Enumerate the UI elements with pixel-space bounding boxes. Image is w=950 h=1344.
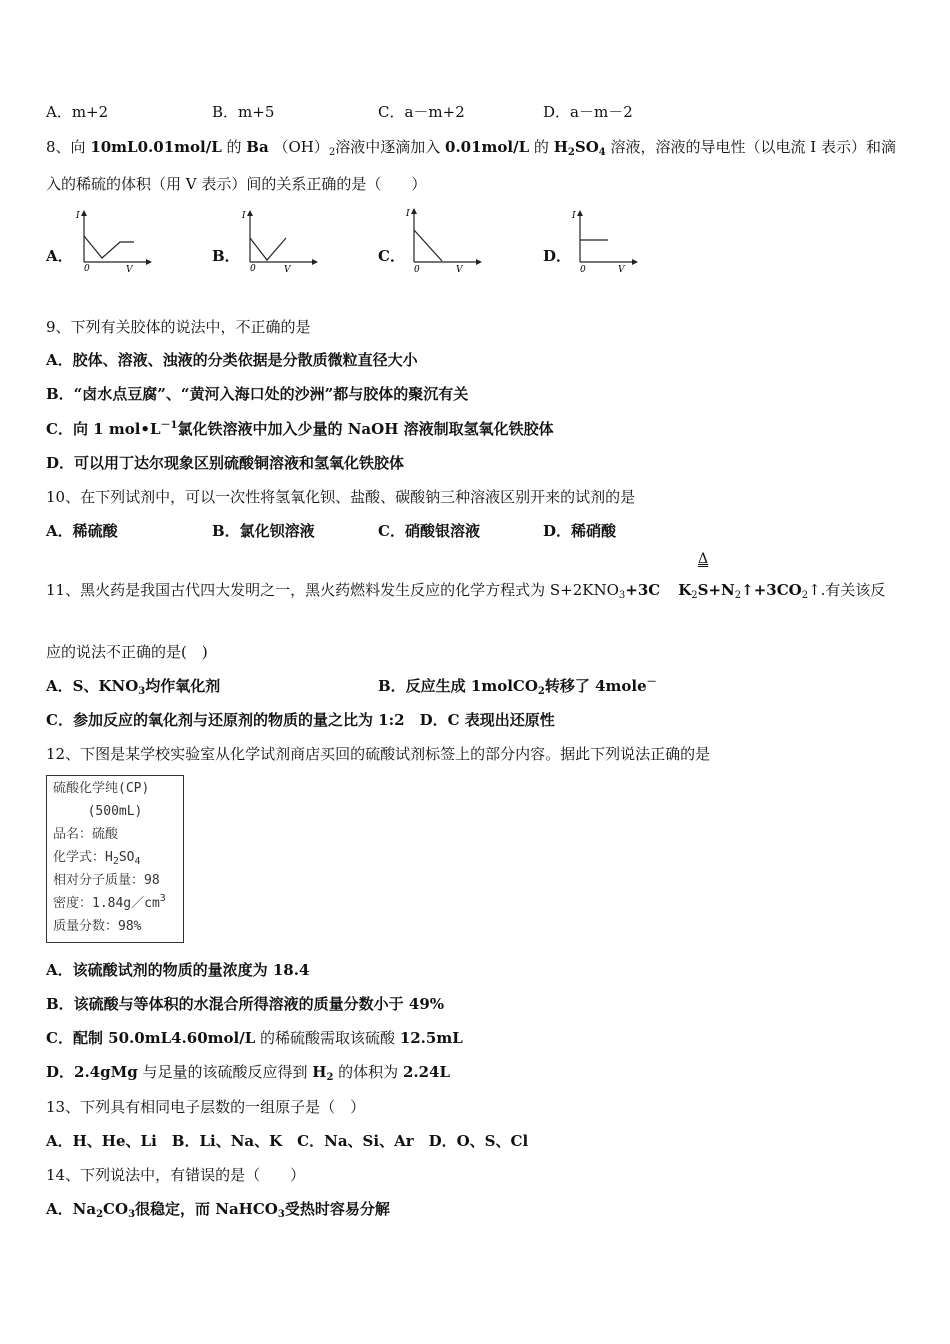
reagent-label	[46, 775, 184, 943]
q12-option-c: C．配制 50.0mL4.60mol/L 的稀硫酸需取该硫酸 12.5mL	[46, 1029, 463, 1047]
label-volume: (500mL)	[87, 804, 143, 819]
q12-stem: 12、下图是某学校实验室从化学试剂商店买回的硫酸试剂标签上的部分内容。据此下列说法正确的是	[46, 745, 711, 763]
q8-option-d: D．	[543, 247, 572, 265]
heating-delta-sign: Δ	[698, 551, 709, 567]
q12-option-a: A．该硫酸试剂的物质的量浓度为 18.4	[46, 961, 310, 979]
axis-origin-label: 0	[580, 265, 586, 274]
axis-origin-label: 0	[250, 264, 256, 274]
graph-a	[74, 208, 152, 278]
axis-v-label: V	[284, 265, 291, 274]
q14-option-a: A．$Na_2CO_3$很稳定，而 NaHCO$_3$受热时容易分解	[46, 1200, 390, 1220]
graph-d	[570, 208, 648, 278]
axis-v-label: V	[456, 265, 463, 274]
q12-option-b: B．该硫酸与等体积的水混合所得溶液的质量分数小于 49%	[46, 995, 445, 1013]
graph-c	[404, 206, 482, 278]
q10-option-d: D．稀硝酸	[543, 522, 617, 540]
q10-option-c: C．硝酸银溶液	[378, 522, 480, 540]
axis-v-label: V	[618, 265, 625, 274]
q11-option-cd: C．参加反应的氧化剂与还原剂的物质的量之比为 1:2 D．C 表现出还原性	[46, 711, 555, 729]
q7-option-a: A．m+2	[46, 103, 109, 121]
q9-option-a: A．胶体、溶液、浊液的分类依据是分散质微粒直径大小	[46, 351, 418, 369]
q9-option-d: D．可以用丁达尔现象区别硫酸铜溶液和氢氧化铁胶体	[46, 454, 405, 472]
q10-option-b: B．氯化钡溶液	[212, 522, 315, 540]
q14-stem: 14、下列说法中，有错误的是（ ）	[46, 1166, 306, 1184]
label-mass-fraction: 质量分数：98%	[53, 919, 142, 934]
label-formula: 化学式：$H_2SO_4$	[53, 850, 141, 867]
q7-option-d: D．a－m－2	[543, 103, 633, 121]
label-title: 硫酸化学纯(CP)	[53, 781, 150, 796]
axis-origin-label: 0	[414, 265, 420, 274]
q8-stem-line1: 8、向 10mL0.01mol/L 的 Ba $(OH)_2$溶液中逐滴加入 0.01mol/L 的 $H_2SO_4$ 溶液，溶液的导电性（以电流 I 表示）和滴	[46, 138, 896, 158]
q7-option-b: B．m+5	[212, 103, 275, 121]
q13-options: A．H、He、Li B．Li、Na、K C．Na、Si、Ar D．O、S、Cl	[46, 1132, 529, 1150]
q8-option-b: B．	[212, 247, 240, 265]
q11-stem-line1: 11、黑火药是我国古代四大发明之一，黑火药燃料发生反应的化学方程式为 $S+2KNO_3+3C$ $K_2S+N_2↑+3CO_2↑$.有关该反	[46, 581, 886, 601]
q10-option-a: A．稀硫酸	[46, 522, 118, 540]
label-density: 密度：$1.84g/cm^3$	[53, 893, 166, 911]
axis-i-label: I	[76, 211, 80, 221]
label-molar-mass: 相对分子质量：98	[53, 873, 160, 888]
q8-option-c: C．	[378, 247, 405, 265]
axis-v-label: V	[126, 265, 133, 274]
q10-stem: 10、在下列试剂中，可以一次性将氢氧化钡、盐酸、碳酸钠三种溶液区别开来的试剂的是	[46, 488, 636, 506]
q8-stem-line2: 入的稀硫的体积（用 V 表示）间的关系正确的是（ ）	[46, 175, 427, 193]
q13-stem: 13、下列具有相同电子层数的一组原子是（ ）	[46, 1098, 366, 1116]
axis-i-label: I	[242, 211, 246, 221]
q9-option-c: C．向 1 $mol•L^{-1}$氯化铁溶液中加入少量的 NaOH 溶液制取氢氧化铁胶体	[46, 420, 554, 438]
q8-option-a: A．	[46, 247, 73, 265]
q9-option-b: B．“卤水点豆腐”、“黄河入海口处的沙洲”都与胶体的聚沉有关	[46, 385, 469, 403]
q12-option-d: D．2.4gMg 与足量的该硫酸反应得到 $H_2$ 的体积为 2.24L	[46, 1063, 451, 1083]
graph-b	[240, 208, 318, 278]
q7-option-c: C．a－m+2	[378, 103, 465, 121]
q11-stem-line2: 应的说法不正确的是( )	[46, 643, 208, 661]
axis-origin-label: 0	[84, 264, 90, 274]
q11-option-b: B．反应生成 1molCO$_2$转移了 4mole－	[378, 677, 657, 697]
q9-stem: 9、下列有关胶体的说法中，不正确的是	[46, 318, 311, 336]
axis-i-label: I	[572, 211, 576, 221]
q11-option-a: A．S、$KNO_3$均作氧化剂	[46, 677, 221, 697]
label-name: 品名：硫酸	[53, 827, 119, 842]
axis-i-label: I	[406, 209, 410, 219]
